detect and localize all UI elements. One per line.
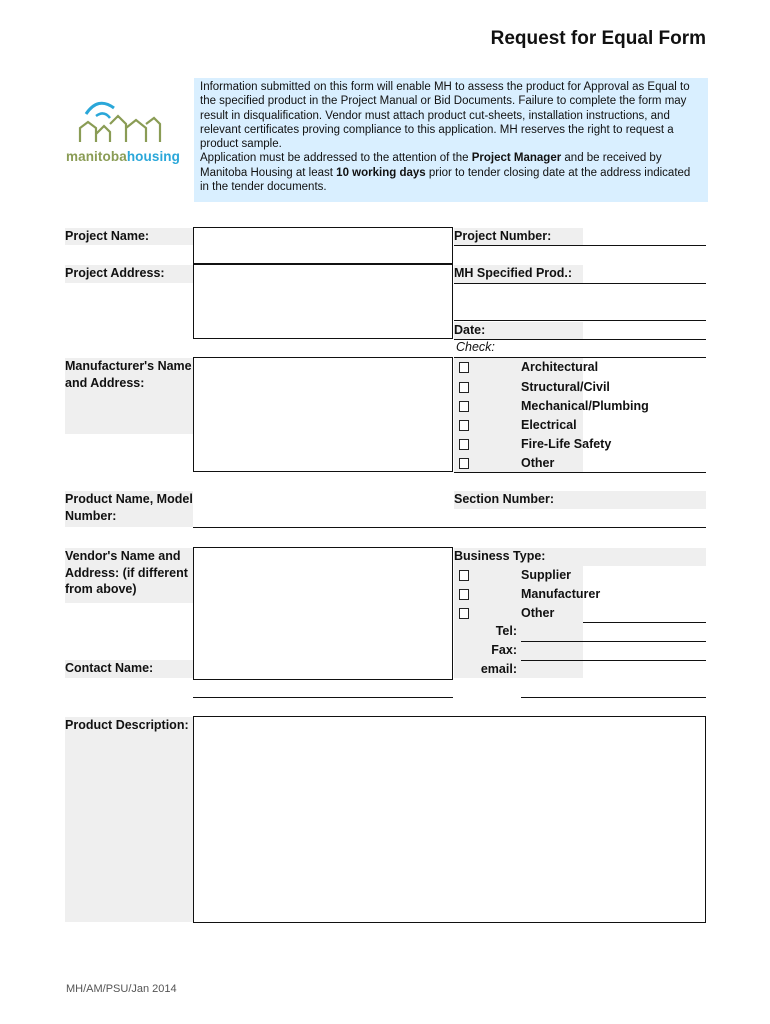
info-paragraph-1: Information submitted on this form will enable MH to assess the product for Approval as Equal to the specified product in the Project Manual or Bid Documents. Failure to complete the form may result in disqualification. Vendor must attach product cut-sheets, installation instructions, and relevant certificates proving compliance to this application. MH reserves the right to request a product sample. — [200, 81, 690, 151]
section-number-label: Section Number: — [454, 491, 706, 509]
date-label: Date: — [454, 322, 583, 339]
check-label: Check: — [456, 340, 495, 354]
contact-name-line — [193, 697, 453, 698]
email-label: email: — [480, 662, 517, 676]
section-number-field[interactable] — [454, 509, 706, 527]
other-business-field[interactable] — [583, 604, 706, 622]
other-check-label: Other — [521, 456, 555, 470]
supplier-checkbox[interactable] — [459, 570, 469, 581]
product-name-field[interactable] — [193, 491, 453, 527]
info-project-manager: Project Manager — [471, 152, 562, 165]
info-working-days: 10 working days — [336, 166, 426, 179]
fire-life-safety-checkbox[interactable] — [459, 439, 469, 450]
electrical-checkbox[interactable] — [459, 420, 469, 431]
mh-specified-field[interactable] — [454, 283, 706, 321]
vendor-label: Vendor's Name and Address: (if different from above) — [65, 548, 193, 603]
house-logo-icon — [66, 94, 190, 144]
product-name-line — [193, 527, 706, 528]
info-paragraph-2a: Application must be addressed to the attention of the — [200, 152, 472, 165]
project-name-label: Project Name: — [65, 228, 193, 245]
check-line-top — [454, 357, 706, 358]
fire-life-safety-label: Fire-Life Safety — [521, 437, 612, 451]
check-options-bg — [454, 358, 583, 472]
form-title: Request for Equal Form — [490, 28, 706, 49]
business-type-label: Business Type: — [454, 548, 706, 566]
fax-field[interactable] — [521, 642, 706, 660]
architectural-checkbox[interactable] — [459, 362, 469, 373]
contact-name-field[interactable] — [193, 680, 453, 697]
fax-label: Fax: — [491, 643, 517, 657]
architectural-label: Architectural — [521, 360, 599, 374]
product-description-label: Product Description: — [65, 717, 193, 922]
mh-specified-label: MH Specified Prod.: — [454, 265, 583, 283]
contact-name-label: Contact Name: — [65, 660, 193, 678]
project-number-line — [454, 245, 706, 246]
structural-checkbox[interactable] — [459, 382, 469, 393]
tel-label: Tel: — [495, 624, 517, 638]
email-line — [521, 697, 706, 698]
footer-code: MH/AM/PSU/Jan 2014 — [66, 983, 177, 995]
electrical-label: Electrical — [521, 418, 577, 432]
other-business-label: Other — [521, 606, 555, 620]
info-paragraph-2e: prior to tender closing date at the address indicated in the tender documents. — [200, 166, 691, 194]
mh-specified-line-top — [454, 283, 706, 284]
date-field[interactable] — [583, 321, 706, 339]
logo-text-manitoba: manitoba — [66, 149, 127, 164]
mechanical-label: Mechanical/Plumbing — [521, 399, 649, 413]
structural-label: Structural/Civil — [521, 380, 610, 394]
info-box — [194, 78, 708, 202]
manufacturer-label: Manufacturer's Name and Address: — [65, 358, 193, 434]
info-paragraph-2c: and be received by Manitoba Housing at least — [200, 152, 662, 179]
other-check-checkbox[interactable] — [459, 458, 469, 469]
tel-field[interactable] — [521, 623, 706, 641]
manufacturer-option-label: Manufacturer — [521, 587, 601, 601]
manitoba-housing-logo — [66, 94, 190, 162]
project-address-label: Project Address: — [65, 265, 193, 283]
vendor-address-field[interactable] — [193, 547, 453, 680]
mechanical-checkbox[interactable] — [459, 401, 469, 412]
logo-text-housing: housing — [126, 149, 181, 164]
check-line-bottom — [454, 472, 706, 473]
manufacturer-address-field[interactable] — [193, 357, 453, 472]
other-business-checkbox[interactable] — [459, 608, 469, 619]
product-name-label: Product Name, Model Number: — [65, 491, 193, 527]
product-description-field[interactable] — [193, 716, 706, 923]
project-number-field[interactable] — [583, 227, 706, 245]
manufacturer-checkbox[interactable] — [459, 589, 469, 600]
project-name-field[interactable] — [193, 227, 453, 264]
supplier-label: Supplier — [521, 568, 572, 582]
email-field[interactable] — [521, 661, 706, 697]
project-number-label: Project Number: — [454, 228, 583, 245]
project-address-field[interactable] — [193, 264, 453, 339]
